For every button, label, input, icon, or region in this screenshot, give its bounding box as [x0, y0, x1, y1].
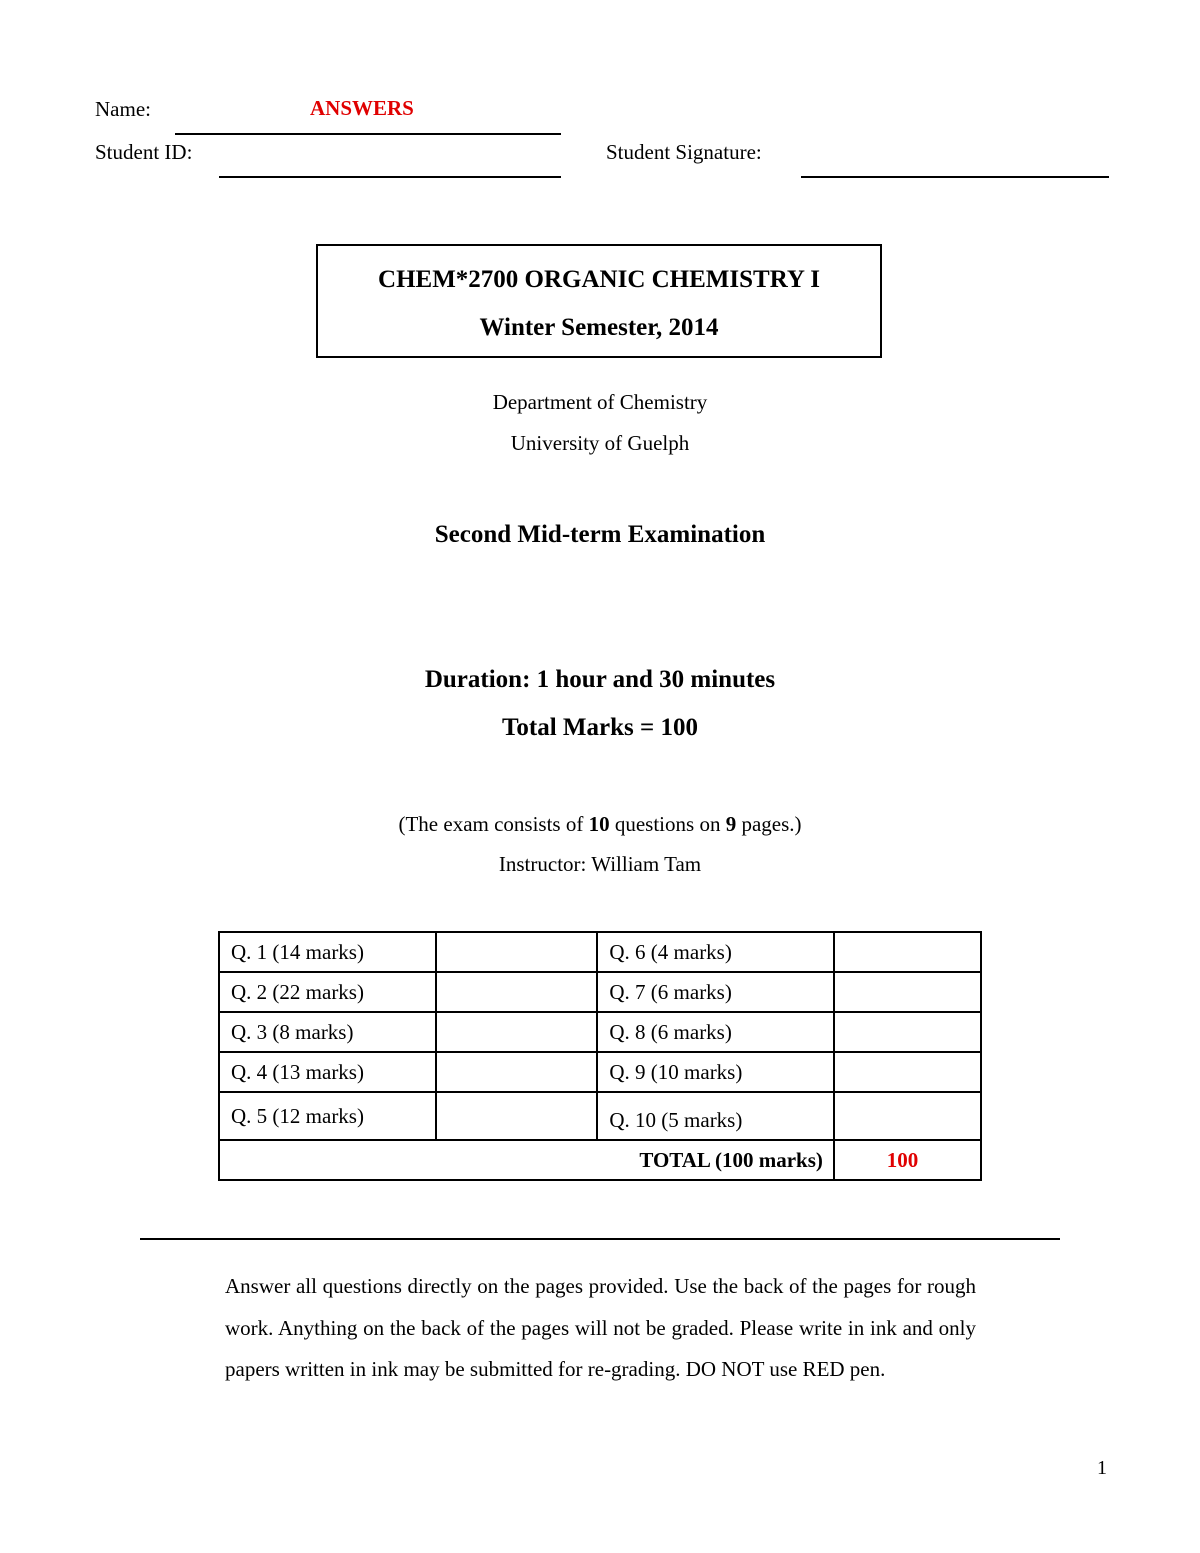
- score-cell[interactable]: [436, 932, 598, 972]
- instructor: Instructor: William Tam: [498, 852, 702, 876]
- question-cell: Q. 10 (5 marks): [597, 1092, 834, 1140]
- score-cell[interactable]: [436, 972, 598, 1012]
- university: University of Guelph: [510, 431, 690, 455]
- score-cell[interactable]: [834, 1012, 981, 1052]
- name-value: ANSWERS: [310, 96, 414, 120]
- total-marks: Total Marks = 100: [502, 714, 698, 741]
- total-value: 100: [834, 1140, 981, 1180]
- name-label: Name:: [95, 97, 151, 121]
- score-cell[interactable]: [834, 1052, 981, 1092]
- score-cell[interactable]: [436, 1012, 598, 1052]
- section-divider: [140, 1238, 1060, 1240]
- question-cell: Q. 6 (4 marks): [597, 932, 834, 972]
- department: Department of Chemistry: [492, 390, 708, 414]
- exam-name: Second Mid-term Examination: [434, 521, 766, 548]
- course-title: CHEM*2700 ORGANIC CHEMISTRY I: [378, 266, 820, 293]
- signature-label: Student Signature:: [606, 140, 762, 164]
- table-row: [219, 1092, 981, 1140]
- num-pages: 9: [725, 812, 737, 836]
- student-id-label: Student ID:: [95, 140, 193, 164]
- marks-table: [218, 931, 982, 1181]
- composition-mid: questions on: [609, 812, 726, 836]
- num-questions: 10: [588, 812, 610, 836]
- question-cell: Q. 8 (6 marks): [597, 1012, 834, 1052]
- composition-suffix: pages.): [736, 812, 802, 836]
- table-row: [219, 972, 981, 1012]
- question-cell: Q. 4 (13 marks): [219, 1052, 436, 1092]
- score-cell[interactable]: [834, 1092, 981, 1140]
- question-cell: Q. 3 (8 marks): [219, 1012, 436, 1052]
- question-cell: Q. 2 (22 marks): [219, 972, 436, 1012]
- instructions: Answer all questions directly on the pages provided. Use the back of the pages for rough work. Anything on the back of the pages will not be graded. Please write in ink and only papers written in ink may be submitted for re-grading. DO NOT use RED pen.: [225, 1274, 976, 1381]
- composition-prefix: (The exam consists of: [398, 812, 589, 836]
- table-row: [219, 1012, 981, 1052]
- score-cell[interactable]: [834, 972, 981, 1012]
- exam-composition: [0, 812, 1200, 837]
- name-underline: [175, 133, 561, 135]
- total-label: TOTAL (100 marks): [219, 1140, 834, 1180]
- student-id-underline: [219, 176, 561, 178]
- page-number: 1: [1097, 1457, 1107, 1479]
- duration: Duration: 1 hour and 30 minutes: [424, 666, 776, 693]
- table-row: [219, 932, 981, 972]
- total-row: [219, 1140, 981, 1180]
- semester: Winter Semester, 2014: [479, 314, 719, 341]
- table-row: [219, 1052, 981, 1092]
- question-cell: Q. 9 (10 marks): [597, 1052, 834, 1092]
- question-cell: Q. 1 (14 marks): [219, 932, 436, 972]
- score-cell[interactable]: [834, 932, 981, 972]
- question-cell: Q. 7 (6 marks): [597, 972, 834, 1012]
- course-title-box: [316, 244, 882, 358]
- score-cell[interactable]: [436, 1052, 598, 1092]
- question-cell: Q. 5 (12 marks): [219, 1092, 436, 1140]
- score-cell[interactable]: [436, 1092, 598, 1140]
- signature-underline: [801, 176, 1109, 178]
